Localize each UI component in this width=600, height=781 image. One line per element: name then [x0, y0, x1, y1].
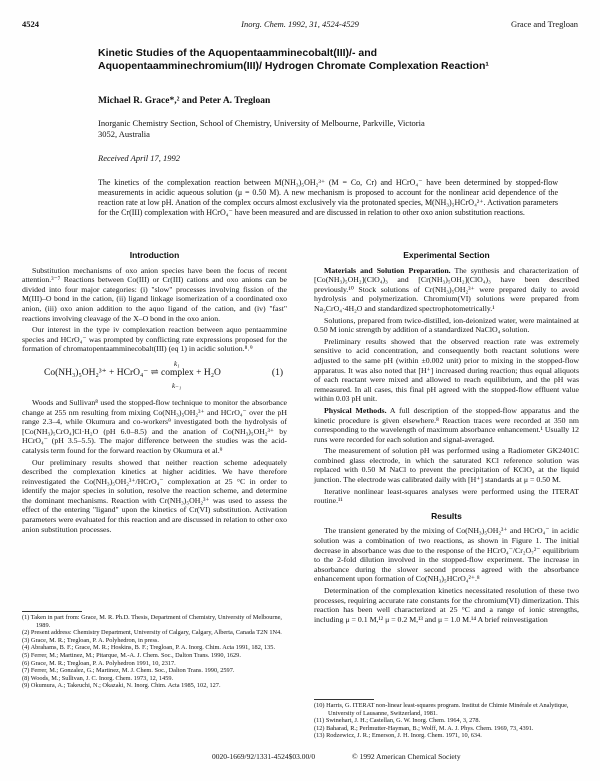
paragraph: Woods and Sullivan⁸ used the stopped-flow technique to monitor the absorbance change at 255 nm resulting from mixing Co(NH₃)₅OH₂³⁺ and HCrO₄⁻ over the pH range 2.3–4, while Okumura and co-workers⁹ investigated both the hydrolysis of [Co(NH₃)₅CrO₄]Cl·H₂O (pH 6.0–8.5) and the anation of Co(NH₃)₅OH₂³⁺ by HCrO₄⁻ (pH 3.5–5.5). The major difference between the studies was the acid-catalysis term found for the forward reaction by Okumura et al.⁹	[22, 397, 287, 455]
paragraph-text: The measurement of solution pH was performed using a Radiometer GK2401C combined glass electrode, in which the saturated KCl reference solution was replaced with 0.50 M NaCl to prevent the precipitation of KClO₄ at the liquid junction. The electrode was calibrated daily with [H⁺] standards at μ = 0.50 M.	[314, 446, 579, 485]
page-footer	[22, 752, 578, 764]
left-column	[22, 251, 287, 536]
article-authors: Michael R. Grace*,² and Peter A. Tregloan	[98, 96, 271, 106]
abstract: The kinetics of the complexation reaction between M(NH₃)₅OH₂³⁺ (M = Co, Cr) and HCrO₄⁻ have been determined by stopped-flow measurements in acidic aqueous solution (μ = 0.50 M). A new mechanism is proposed to account for the nonlinear acid dependence of the reaction rate at low pH. Anation of the complex occurs almost exclusively via the protonated species, M(NH₃)₅HCrO₄²⁺. Activation parameters for the Cr(III) complexation with HCrO₄⁻ have been measured and are discussed in relation to other oxo anion substitution reactions.	[98, 178, 558, 217]
paragraph-text: Iterative nonlinear least-squares analyses were performed using the ITERAT routine.¹¹	[314, 486, 579, 506]
article-title: Kinetic Studies of the Aquopentaamminecobalt(III)/- and Aquopentaamminechromium(III)/ Hydrogen Chromate Complexation Reaction¹	[98, 47, 489, 72]
equation-number: (1)	[271, 367, 283, 378]
footnote: (12) Baharad, R.; Perlmutter-Hayman, B.; Wolff, M. A. J. Phys. Chem. 1969, 73, 4391.	[314, 724, 534, 732]
footnote: (5) Ferrer, M.; Martinez, M.; Pitarque, M.-A. J. Chem. Soc., Dalton Trans. 1990, 1629.	[22, 651, 241, 659]
paragraph: Our preliminary results showed that neither reaction scheme adequately described the complexation kinetics at higher acidities. We have therefore reinvestigated the Co(NH₃)₅OH₂³⁺/HCrO₄⁻ complexation at 25 °C in order to identify the major species in solution, resolve the reaction scheme, and determine the dominant mechanisms. Reaction with Cr(NH₃)₅OH₂³⁺ was used to assess the effect of the entering "ligand" upon the kinetics of Cr(VI) substitution. Activation parameters were evaluated for this reaction and are discussed in relation to other oxo anion substitution processes.	[22, 457, 287, 534]
footnote: (6) Grace, M. R.; Tregloan, P. A. Polyhedron 1991, 10, 2317.	[22, 659, 176, 667]
footnote: (9) Okumura, A.; Takeuchi, N.; Okazaki, N. Inorg. Chim. Acta 1985, 102, 127.	[22, 682, 221, 690]
equation-1	[22, 360, 287, 390]
paragraph-text: Solutions, prepared from twice-distilled, ion-deionized water, were maintained at 0.50 M ionic strength by addition of a standardized NaClO₄ solution.	[314, 315, 579, 335]
forward-rate-constant: k₁	[174, 359, 180, 368]
journal-citation: Inorg. Chem. 1992, 31, 4524-4529	[241, 19, 359, 29]
footnote-rule	[22, 611, 82, 612]
paragraph: Determination of the complexation kinetics necessitated resolution of these two processes, requiring accurate rate constants for the chromium(VI) dimerization. This reaction has been well characterized at 25 °C and a range of ionic strengths, including μ = 0.1 M,¹² μ = 0.2 M,¹³ and μ = 1.0 M.¹⁴ A brief reinvestigation	[314, 586, 579, 624]
reverse-rate-constant: k₋₁	[172, 381, 182, 390]
footnote: (10) Harris, G. ITERAT non-linear least-squares program. Institut de Chimie Minérale et Analytique, University of Lausanne, Switzerland, 1981.	[314, 702, 569, 717]
page-number: 4524	[22, 19, 39, 29]
footnote: (7) Ferrer, M.; Gonzalez, G.; Martinez, M. J. Chem. Soc., Dalton Trans. 1990, 2597.	[22, 667, 235, 675]
copyright: © 1992 American Chemical Society	[352, 752, 461, 761]
paragraph	[314, 487, 579, 506]
footnote: (2) Present address: Chemistry Department, University of Calgary, Calgary, Alberta, Canada T2N 1N4.	[22, 629, 282, 637]
footnote-rule	[314, 699, 374, 700]
footnote: (3) Grace, M. R.; Tregloan, P. A. Polyhedron, in press.	[22, 636, 159, 644]
paragraph-text: A full description of the stopped-flow apparatus and the kinetic procedure is given elsewhere.⁸ Reaction traces were recorded at 350 nm corresponding to the wavelength of maximum absorbance enhancement.¹ Usually 12 runs were recorded for each solution and signal-averaged.	[314, 405, 579, 444]
footnotes-right	[314, 702, 579, 740]
paragraph-lead: Physical Methods.	[324, 405, 387, 415]
article-code: 0020-1669/92/1331-4524$03.00/0	[212, 752, 316, 761]
paragraph	[314, 337, 579, 404]
paragraph-lead: Materials and Solution Preparation.	[324, 265, 451, 275]
footnote: (11) Swinehart, J. H.; Castellan, G. W. Inorg. Chem. 1964, 3, 278.	[314, 717, 481, 725]
running-head	[22, 19, 578, 31]
paragraph: Our interest in the type iv complexation reaction between aquo pentaammine species and HCrO₄⁻ was prompted by conflicting rate expressions proposed for the formation of chromatopentaamminecobalt(III) (eq 1) in acidic solution.⁸˒⁹	[22, 325, 287, 354]
running-head-authors: Grace and Tregloan	[510, 19, 578, 29]
section-heading-introduction: Introduction	[129, 250, 180, 260]
paragraph-text: The synthesis and characterization of [Co(NH₃)₅OH₂](ClO₄)₃ and [Cr(NH₃)₅OH₂](ClO₄)₃ have been described previously.¹⁰ Stock solutions of Cr(NH₃)₅OH₂³⁺ were prepared daily to avoid hydrolysis and polymerization. Chromium(VI) solutions were prepared from Na₂CrO₄·4H₂O and standardized spectrophotometrically.¹	[314, 265, 579, 313]
author-affiliation: Inorganic Chemistry Section, School of Chemistry, University of Melbourne, Parkville, Victoria 3052, Australia	[98, 118, 425, 139]
section-heading-results: Results	[431, 510, 462, 521]
footnote: (1) Taken in part from: Grace, M. R. Ph.D. Thesis, Department of Chemistry, University of Melbourne, 1989.	[22, 614, 283, 629]
footnotes-left	[22, 614, 287, 690]
footnote: (8) Woods, M.; Sullivan, J. C. Inorg. Chem. 1973, 12, 1459.	[22, 674, 174, 682]
paragraph	[314, 446, 579, 484]
received-date: Received April 17, 1992	[98, 153, 180, 163]
footnote: (13) Rodzewicz, J. R.; Emerson, J. H. Inorg. Chem. 1971, 10, 634.	[314, 732, 482, 740]
paragraph: The transient generated by the mixing of Co(NH₃)₅OH₂³⁺ and HCrO₄⁻ in acidic solution was a combination of two reactions, as shown in Figure 1. The initial decrease in absorbance was due to the response of the HCrO₄⁻/Cr₂O₇²⁻ equilibrium to the 2-fold dilution involved in the stopped-flow experiment. The increase in absorbance during the slower second process agreed with the absorbance enhancement upon formation of Co(NH₃)₅HCrO₄²⁺.⁸	[314, 526, 579, 584]
paragraph	[314, 316, 579, 335]
footnote: (4) Abrahams, B. F.; Grace, M. R.; Hoskins, B. F.; Tregloan, P. A. Inorg. Chim. Acta 1991, 182, 135.	[22, 644, 276, 652]
paragraph	[314, 406, 579, 444]
paragraph	[314, 266, 579, 314]
right-column	[314, 251, 579, 626]
paragraph-text: Preliminary results showed that the observed reaction rate was extremely sensitive to acid concentration, and consequently both reactant solutions were adjusted to the same pH (within ±0.002 unit) prior to mixing in the stopped-flow apparatus. It was also noted that [H⁺] increased during reaction; thus equal aliquots of each reactant were mixed and allowed to reach equilibrium, and the pH was remeasured. In all cases, this final pH agreed with the stopped-flow effluent value within 0.03 pH unit.	[314, 336, 579, 404]
equation-text: Co(NH₃)₅OH₂³⁺ + HCrO₄⁻ ⇌ complex + H₂O	[44, 367, 221, 378]
paragraph: Substitution mechanisms of oxo anion species have been the focus of recent attention.³⁻⁷ Reactions between Co(III) or Cr(III) cations and oxo anions can be divided into four major categories: (i) "slow" processes involving fission of the M(III)–O bond in the cation, (ii) ligand linkage isomerization of a coordinated oxo anion, (iii) oxo anion addition to the aquo ligand of the cation, and (iv) "fast" reactions involving cleavage of the X–O bond in the oxo anion.	[22, 265, 287, 323]
section-heading-experimental: Experimental Section	[403, 250, 490, 260]
